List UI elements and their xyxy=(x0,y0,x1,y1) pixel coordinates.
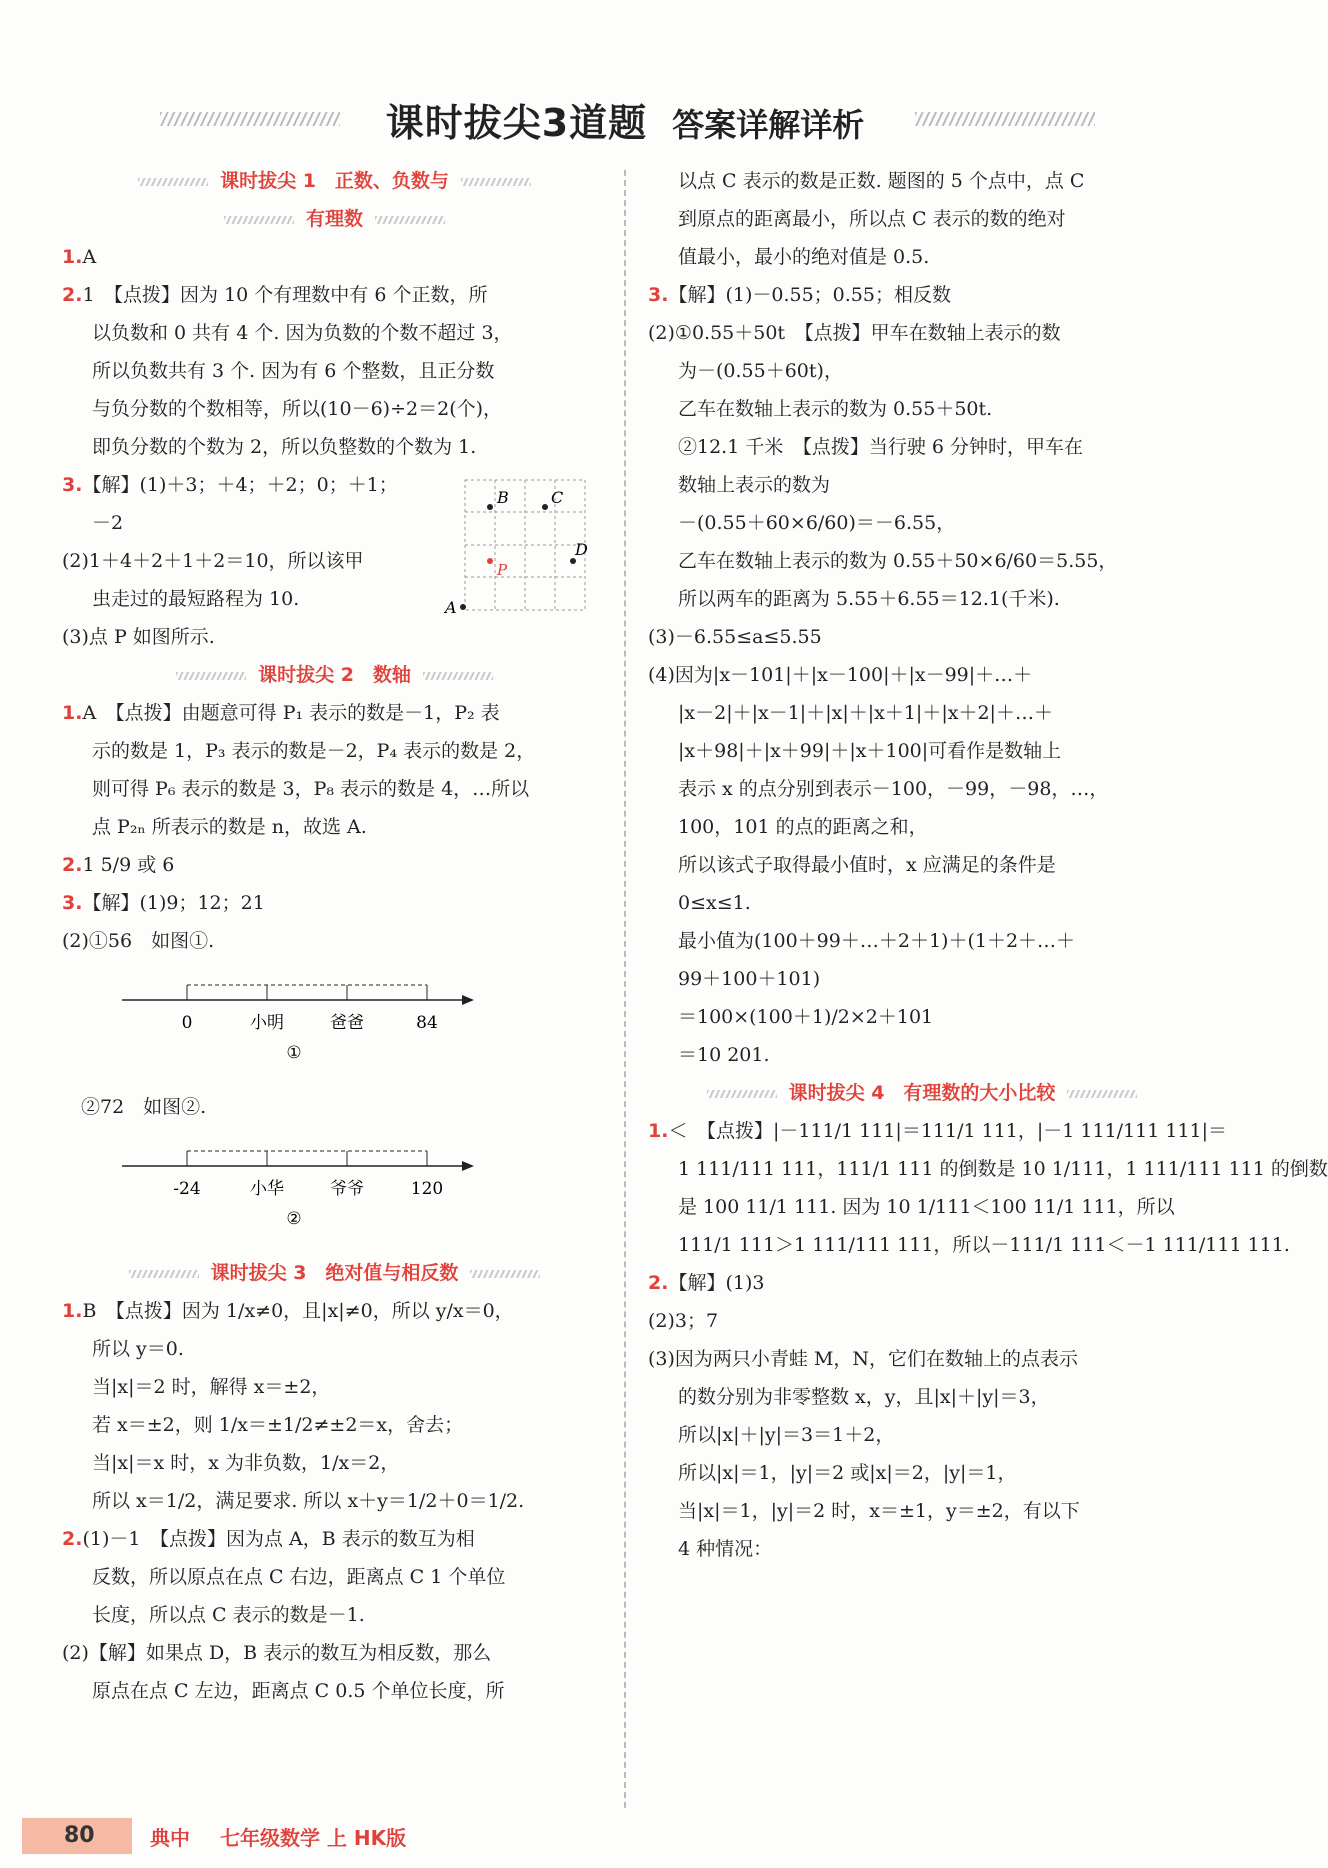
text-line: 100，101 的点的距离之和， xyxy=(678,816,928,838)
text-line: ②72 如图②. xyxy=(62,1096,207,1118)
text-line: |x－2|＋|x－1|＋|x|＋|x＋1|＋|x＋2|＋…＋ xyxy=(678,702,1053,724)
answer-text: B 【点拨】因为 1/x≠0，且|x|≠0，所以 y/x＝0， xyxy=(82,1300,514,1322)
text-line: 为－(0.55＋60t)， xyxy=(678,360,843,382)
number-line-label: 120 xyxy=(410,1179,444,1199)
question-line xyxy=(62,846,607,884)
text-line: (2)3；7 xyxy=(648,1310,719,1332)
grid-label-d: D xyxy=(575,540,588,559)
left-column xyxy=(62,162,607,1710)
section-heading xyxy=(62,1254,607,1292)
text-line: 以负数和 0 共有 4 个. 因为负数的个数不超过 3， xyxy=(92,322,513,344)
question-number: 2. xyxy=(62,1528,83,1550)
text-line: 则可得 P₆ 表示的数是 3，P₈ 表示的数是 4，…所以 xyxy=(92,778,530,800)
section-bar xyxy=(176,672,246,680)
figure-caption: ② xyxy=(286,1209,302,1229)
text-line: (3)－6.55≤a≤5.55 xyxy=(648,626,822,648)
text-line: 1 111/111 111，111/1 111 的倒数是 10 1/111，1 111/111 111 的倒数 xyxy=(678,1158,1328,1180)
text-line: 当|x|＝2 时，解得 x＝±2， xyxy=(92,1376,331,1398)
text-line: 与负分数的个数相等，所以(10－6)÷2＝2(个)， xyxy=(92,398,503,420)
text-line: 所以负数共有 3 个. 因为有 6 个整数，且正分数 xyxy=(92,360,495,382)
text-line: 的数分别为非零整数 x，y，且|x|＋|y|＝3， xyxy=(678,1386,1050,1408)
number-line-label: -24 xyxy=(173,1179,201,1199)
question-number: 2. xyxy=(62,854,83,876)
text-line: (4)因为|x－101|＋|x－100|＋|x－99|＋…＋ xyxy=(648,664,1033,686)
question-number: 1. xyxy=(62,702,83,724)
text-line: 是 100 11/1 111. 因为 10 1/111＜100 11/1 111，所以 xyxy=(678,1196,1175,1218)
text-line: 所以两车的距离为 5.55＋6.55＝12.1(千米). xyxy=(678,588,1060,610)
answer-text: 【解】(1)9；12；21 xyxy=(82,892,265,914)
section-bar xyxy=(224,216,294,224)
grid-label-p: P xyxy=(497,561,508,579)
question-number: 3. xyxy=(62,474,83,496)
question-line xyxy=(62,694,607,732)
text-line: 4 种情况： xyxy=(678,1538,773,1560)
text-line: 乙车在数轴上表示的数为 0.55＋50t. xyxy=(678,398,993,420)
answer-text: A xyxy=(82,246,97,268)
number-line-label: 爷爷 xyxy=(330,1179,364,1199)
title-main: 课时拔尖3道题 xyxy=(385,101,648,145)
question-number: 3. xyxy=(62,892,83,914)
text-line: 所以|x|＋|y|＝3＝1＋2， xyxy=(678,1424,895,1446)
text-line: 当|x|＝1，|y|＝2 时，x＝±1，y＝±2，有以下 xyxy=(678,1500,1080,1522)
page-number: 80 xyxy=(22,1818,132,1854)
text-line: 以点 C 表示的数是正数. 题图的 5 个点中，点 C xyxy=(678,170,1085,192)
question-number: 2. xyxy=(648,1272,669,1294)
page-title xyxy=(0,92,1250,147)
number-line-label: 0 xyxy=(181,1013,193,1033)
text-line: 反数，所以原点在点 C 右边，距离点 C 1 个单位 xyxy=(92,1566,506,1588)
text-line: 若 x＝±2，则 1/x＝±1/2≠±2＝x，舍去； xyxy=(92,1414,464,1436)
text-line: (2)1＋4＋2＋1＋2＝10，所以该甲 xyxy=(62,550,364,572)
section-heading xyxy=(62,200,607,238)
question-line xyxy=(62,1520,607,1558)
column-divider xyxy=(624,170,626,1808)
answer-text: (1)－1 【点拨】因为点 A，B 表示的数互为相 xyxy=(82,1528,475,1550)
text-line: 原点在点 C 左边，距离点 C 0.5 个单位长度，所 xyxy=(92,1680,505,1702)
text-line: 111/1 111＞1 111/111 111，所以－111/1 111＜－1 111/111 111. xyxy=(678,1234,1290,1256)
question-line xyxy=(62,276,607,314)
book-title: 七年级数学 上 HK版 xyxy=(220,1826,407,1850)
right-column xyxy=(648,162,1328,1568)
text-line: 所以|x|＝1，|y|＝2 或|x|＝2，|y|＝1， xyxy=(678,1462,1017,1484)
text-line: 值最小，最小的绝对值是 0.5. xyxy=(678,246,930,268)
text-line: 所以该式子取得最小值时，x 应满足的条件是 xyxy=(678,854,1056,876)
text-line: 点 P₂ₙ 所表示的数是 n，故选 A. xyxy=(92,816,367,838)
text-line: 表示 x 的点分别到表示－100，－99，－98，…， xyxy=(678,778,1109,800)
section-heading xyxy=(62,656,607,694)
text-line: ②12.1 千米 【点拨】当行驶 6 分钟时，甲车在 xyxy=(678,436,1084,458)
page-footer xyxy=(0,1808,1250,1868)
answer-text: 1 【点拨】因为 10 个有理数中有 6 个正数，所 xyxy=(82,284,488,306)
question-line xyxy=(62,1292,607,1330)
number-line-label: 小明 xyxy=(250,1013,284,1033)
section-title: 课时拔尖 4 有理数的大小比较 xyxy=(788,1082,1056,1104)
text-line: －2 xyxy=(92,512,124,534)
question-number: 1. xyxy=(648,1120,669,1142)
question-number: 1. xyxy=(62,1300,83,1322)
brand-logo: 典中 xyxy=(150,1826,190,1850)
grid-label-a: A xyxy=(445,598,457,617)
question-number: 3. xyxy=(648,284,669,306)
text-line: (2)①56 如图①. xyxy=(62,930,215,952)
number-line-figure-1 xyxy=(62,960,607,1088)
text-line: 长度，所以点 C 表示的数是－1. xyxy=(92,1604,365,1626)
answer-text: 1 5/9 或 6 xyxy=(82,854,175,876)
question-line xyxy=(62,884,607,922)
section-bar xyxy=(470,1270,540,1278)
answer-text: A 【点拨】由题意可得 P₁ 表示的数是－1，P₂ 表 xyxy=(82,702,500,724)
question-line xyxy=(648,1112,1228,1150)
question-line xyxy=(648,1264,1196,1302)
text-line: (2)①0.55＋50t 【点拨】甲车在数轴上表示的数 xyxy=(648,322,1061,344)
grid-figure xyxy=(445,475,595,615)
question-line xyxy=(62,238,607,276)
section-title: 有理数 xyxy=(305,208,363,230)
section-title: 课时拔尖 1 正数、负数与 xyxy=(220,170,449,192)
text-line: (2)【解】如果点 D，B 表示的数互为相反数，那么 xyxy=(62,1642,492,1664)
text-line: (3)点 P 如图所示. xyxy=(62,626,215,648)
text-line: (3)因为两只小青蛙 M，N，它们在数轴上的点表示 xyxy=(648,1348,1079,1370)
section-bar xyxy=(1067,1090,1137,1098)
text-line: |x＋98|＋|x＋99|＋|x＋100|可看作是数轴上 xyxy=(678,740,1062,762)
number-line-label: 84 xyxy=(416,1013,438,1033)
text-line: ＝10 201. xyxy=(678,1044,770,1066)
title-sub: 答案详解详析 xyxy=(672,106,865,144)
text-line: 乙车在数轴上表示的数为 0.55＋50×6/60＝5.55， xyxy=(678,550,1118,572)
text-line: 虫走过的最短路程为 10. xyxy=(92,588,300,610)
number-line-label: 爸爸 xyxy=(330,1013,364,1033)
text-line: －(0.55＋60×6/60)＝－6.55， xyxy=(678,512,956,534)
question-line xyxy=(648,276,1196,314)
section-bar xyxy=(129,1270,199,1278)
grid-label-b: B xyxy=(497,488,509,507)
text-line: 99＋100＋101) xyxy=(678,968,821,990)
answer-text: 【解】(1)－0.55；0.55；相反数 xyxy=(668,284,951,306)
section-bar xyxy=(461,178,531,186)
section-bar xyxy=(375,216,445,224)
text-line: 最小值为(100＋99＋…＋2＋1)＋(1＋2＋…＋ xyxy=(678,930,1076,952)
section-bar xyxy=(707,1090,777,1098)
section-heading xyxy=(62,162,607,200)
text-line: 到原点的距离最小，所以点 C 表示的数的绝对 xyxy=(678,208,1066,230)
text-line: 所以 y＝0. xyxy=(92,1338,184,1360)
grid-label-c: C xyxy=(551,488,564,507)
figure-caption: ① xyxy=(286,1043,302,1063)
section-heading xyxy=(648,1074,1196,1112)
text-line: 0≤x≤1. xyxy=(678,892,751,914)
question-number: 2. xyxy=(62,284,83,306)
question-number: 1. xyxy=(62,246,83,268)
text-line: 即负分数的个数为 2，所以负整数的个数为 1. xyxy=(92,436,477,458)
section-bar xyxy=(423,672,493,680)
text-line: 所以 x＝1/2，满足要求. 所以 x＋y＝1/2＋0＝1/2. xyxy=(92,1490,525,1512)
answer-text: ＜ 【点拨】|－111/1 111|＝111/1 111，|－1 111/111 111|＝ xyxy=(668,1120,1228,1142)
section-bar xyxy=(138,178,208,186)
section-title: 课时拔尖 3 绝对值与相反数 xyxy=(210,1262,459,1284)
answer-text: 【解】(1)＋3；＋4；＋2；0；＋1； xyxy=(82,474,398,496)
section-title: 课时拔尖 2 数轴 xyxy=(258,664,411,686)
text-line: 当|x|＝x 时，x 为非负数，1/x＝2， xyxy=(92,1452,400,1474)
text-line: 数轴上表示的数为 xyxy=(678,474,831,496)
number-line-figure-2 xyxy=(62,1126,607,1254)
text-line: ＝100×(100＋1)/2×2＋101 xyxy=(678,1006,934,1028)
answer-text: 【解】(1)3 xyxy=(668,1272,765,1294)
text-line: 示的数是 1，P₃ 表示的数是－2，P₄ 表示的数是 2， xyxy=(92,740,536,762)
number-line-label: 小华 xyxy=(250,1179,284,1199)
